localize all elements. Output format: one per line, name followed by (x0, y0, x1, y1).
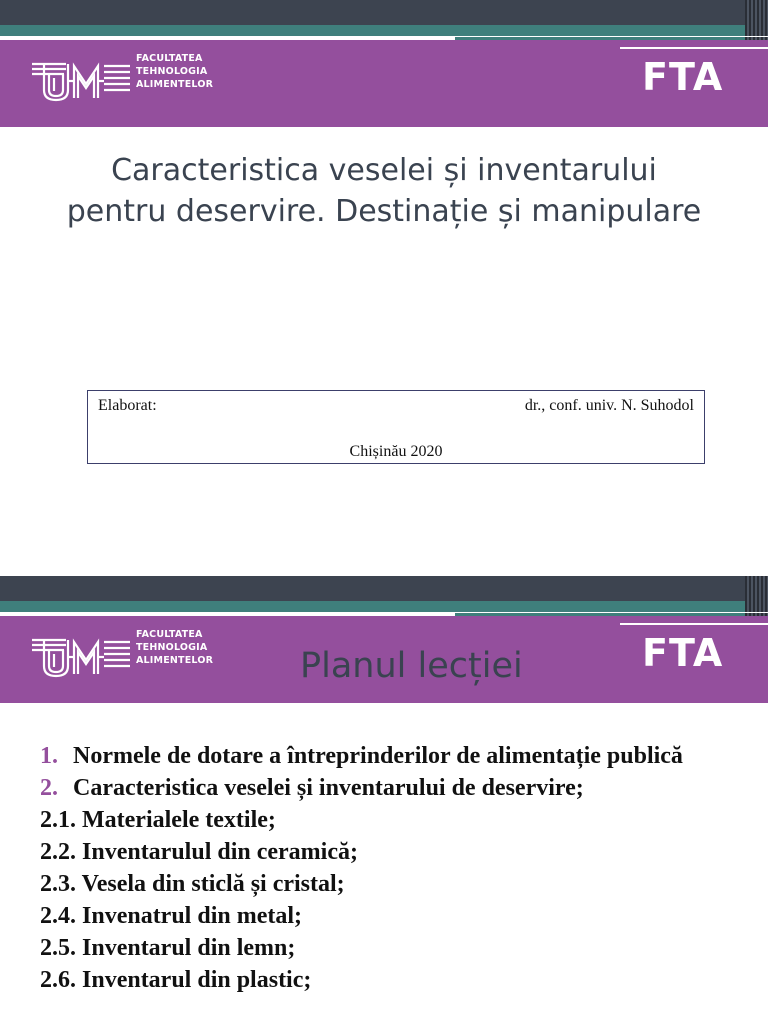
item-text: Caracteristica veselei și inventarului de deservire; (73, 775, 584, 801)
header-teal-band (0, 601, 768, 612)
faculty-name-line: TEHNOLOGIA (136, 66, 208, 77)
list-item (40, 836, 760, 868)
item-text: 2.5. Inventarul din lemn; (40, 935, 296, 961)
list-item (40, 868, 760, 900)
item-text: Normele de dotare a întreprinderilor de alimentație publică (73, 743, 683, 769)
faculty-name (136, 52, 213, 91)
author-name: dr., conf. univ. N. Suhodol (524, 397, 694, 414)
city-year: Chișinău 2020 (349, 443, 443, 460)
header-rule-short (620, 623, 768, 625)
list-item (40, 740, 760, 772)
presentation-title: Caracteristica veselei și inventarului pentru deservire. Destinație și manipulare (66, 153, 702, 229)
slide-header (0, 576, 768, 703)
header-dark-band (0, 576, 768, 601)
list-item (40, 900, 760, 932)
list-item (40, 804, 760, 836)
utm-logo (30, 54, 132, 104)
slide-header (0, 0, 768, 127)
faculty-name-line: FACULTATEA (136, 53, 203, 64)
author-box (87, 390, 705, 464)
faculty-name-line: ALIMENTELOR (136, 655, 214, 666)
fta-label: FTA (642, 631, 724, 675)
fta-label: FTA (642, 55, 724, 99)
item-number: 1. (40, 743, 58, 769)
header-dark-band (0, 0, 768, 25)
item-text: 2.1. Materialele textile; (40, 807, 276, 833)
header-edge-pattern (745, 0, 768, 40)
item-text: 2.2. Inventarulul din ceramică; (40, 839, 358, 865)
faculty-name-line: ALIMENTELOR (136, 79, 214, 90)
header-rule (455, 36, 768, 37)
item-text: 2.3. Vesela din sticlă și cristal; (40, 871, 345, 897)
faculty-name (136, 628, 213, 667)
utm-logo (30, 630, 132, 680)
item-text: 2.6. Inventarul din plastic; (40, 967, 312, 993)
list-item (40, 932, 760, 964)
plan-slide (0, 576, 768, 1024)
faculty-name-line: TEHNOLOGIA (136, 642, 208, 653)
list-item (40, 964, 760, 996)
header-edge-pattern (745, 576, 768, 616)
list-item (40, 772, 760, 804)
item-number: 2. (40, 775, 58, 801)
header-rule (455, 612, 768, 613)
header-teal-band (0, 25, 768, 36)
item-text: 2.4. Invenatrul din metal; (40, 903, 303, 929)
slide-title: Planul lecției (300, 646, 523, 686)
elaborat-label: Elaborat: (98, 397, 157, 414)
lesson-plan-list (40, 740, 760, 996)
header-rule-short (620, 47, 768, 49)
faculty-name-line: FACULTATEA (136, 629, 203, 640)
